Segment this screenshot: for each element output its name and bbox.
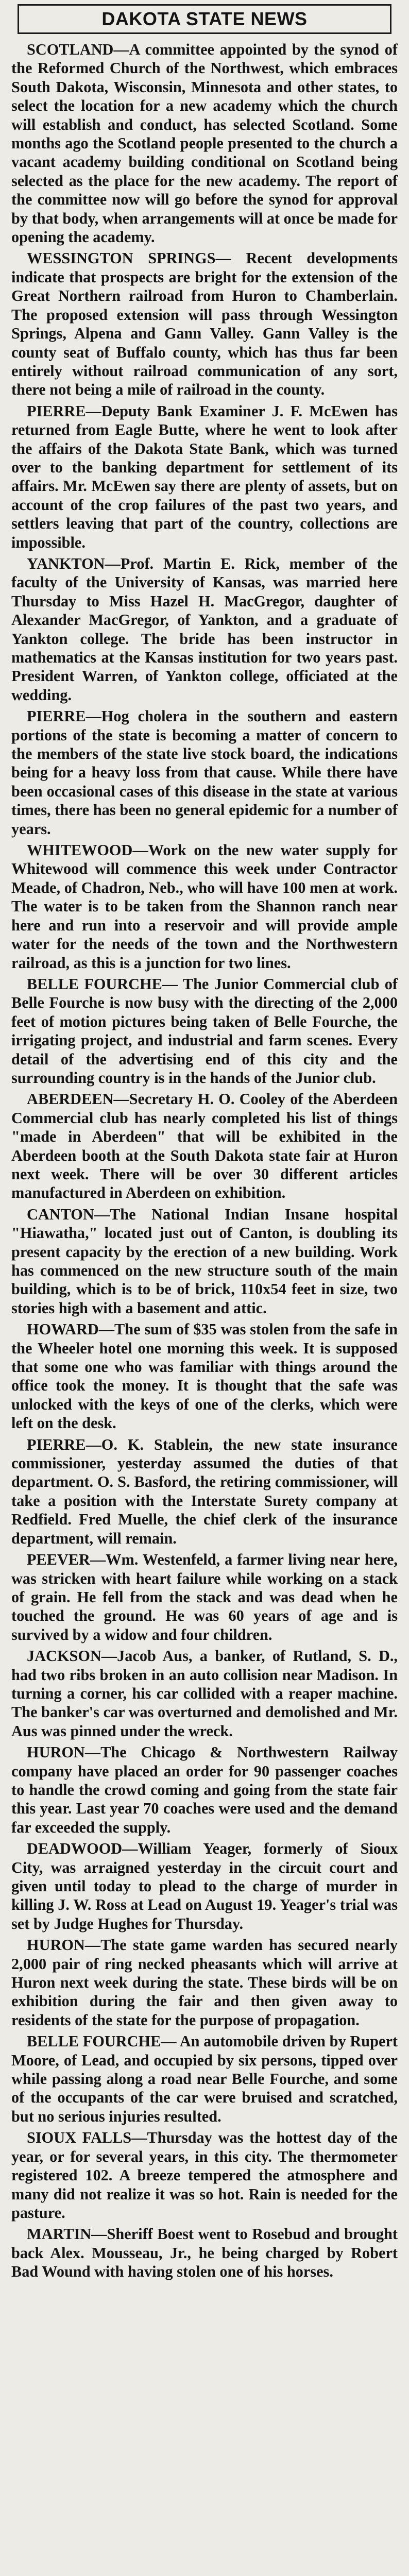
news-dateline: BELLE FOURCHE bbox=[27, 2032, 161, 2050]
news-dateline: YANKTON bbox=[27, 554, 105, 572]
news-dateline: HURON bbox=[27, 1936, 85, 1954]
news-body: —O. K. Stablein, the new state insurance commissioner, yesterday assumed the duties of that department. O. S. Basford, the retiring commissioner, will take a position with the Interstate Surety company at Redfield. Fred Muelle, the chief clerk of the insurance department, will remain. bbox=[11, 1435, 398, 1547]
news-item bbox=[11, 1743, 398, 1837]
news-body: —Hog cholera in the southern and eastern portions of the state is becoming a matter of concern to the members of the state live stock board, the indications being for a heavy loss from that cause. While there have been occasional cases of this disease in the state at various times, there has been no general epidemic for a number of years. bbox=[11, 707, 398, 838]
news-item bbox=[11, 1647, 398, 1740]
news-item bbox=[11, 707, 398, 838]
news-body: —William Yeager, formerly of Sioux City, was arraigned yesterday in the circuit court and given until today to plead to the charge of murder in killing J. W. Ross at Lead on August 19. Yeager's trial was set by Judge Hughes for Thursday. bbox=[11, 1840, 398, 1933]
news-dateline: DEADWOOD bbox=[27, 1840, 123, 1858]
news-dateline: HOWARD bbox=[27, 1320, 99, 1338]
news-dateline: ABERDEEN bbox=[27, 1090, 114, 1108]
news-item bbox=[11, 554, 398, 704]
news-item bbox=[11, 402, 398, 552]
news-item bbox=[11, 40, 398, 246]
news-column bbox=[11, 40, 398, 2281]
news-body: —Work on the new water supply for Whitewood will commence this week under Contractor Meade, of Chadron, Neb., who will have 100 men at work. The water is to be taken from the Shannon ranch near here and run into a reservoir and will provide ample water for the needs of the town and the Northwestern railroad, as this is a junction for two lines. bbox=[11, 841, 398, 972]
masthead bbox=[18, 4, 391, 34]
masthead-title: DAKOTA STATE NEWS bbox=[101, 8, 308, 29]
news-item bbox=[11, 1205, 398, 1317]
news-dateline: PIERRE bbox=[27, 1435, 86, 1453]
news-item bbox=[11, 841, 398, 972]
news-body: —The Chicago & Northwestern Railway company have placed an order for 90 passenger coaches to handle the crowd coming and going from the state fair this year. Last year 70 coaches were used and the demand far exceeded the supply. bbox=[11, 1743, 398, 1836]
news-item bbox=[11, 2128, 398, 2222]
news-dateline: WESSINGTON SPRINGS bbox=[27, 249, 216, 267]
news-item bbox=[11, 1550, 398, 1644]
news-item bbox=[11, 1936, 398, 2029]
news-body: — Recent developments indicate that prospects are bright for the extension of the Great Northern railroad from Huron to Chamberlain. The proposed extension will pass through Wessington Springs, Alpena and Gann Valley. Gann Valley is the county seat of Buffalo county, which has thus far been entirely without railroad communication of any sort, there not being a mile of railroad in the county. bbox=[11, 249, 398, 399]
news-item bbox=[11, 975, 398, 1087]
news-dateline: PIERRE bbox=[27, 402, 86, 420]
news-item bbox=[11, 1320, 398, 1432]
news-body: —Sheriff Boest went to Rosebud and brought back Alex. Mousseau, Jr., he being charged by Robert Bad Wound with having stolen one of his horses. bbox=[11, 2225, 398, 2281]
news-dateline: SIOUX FALLS bbox=[27, 2129, 132, 2147]
news-body: —Wm. Westenfeld, a farmer living near here, was stricken with heart failure while working on a stack of grain. He fell from the stack and was dead when he touched the ground. He was 60 years of age and is survived by a widow and four children. bbox=[11, 1551, 398, 1643]
news-body: —Jacob Aus, a banker, of Rutland, S. D., had two ribs broken in an auto collision near Madison. In turning a corner, his car collided with a reaper machine. The banker's car was overturned and demolished and Mr. Aus was pinned under the wreck. bbox=[11, 1647, 398, 1740]
news-dateline: MARTIN bbox=[27, 2225, 92, 2243]
news-item bbox=[11, 2225, 398, 2281]
news-body: —The National Indian Insane hospital "Hiawatha," located just out of Canton, is doubling its present capacity by the erection of a new building. Work has commenced on the new structure south of the main building, which is to be of brick, 110x54 feet in size, two stories high with a basement and attic. bbox=[11, 1205, 398, 1317]
news-body: —Prof. Martin E. Rick, member of the faculty of the University of Kansas, was married here Thursday to Miss Hazel H. MacGregor, daughter of Alexander MacGregor, of Yankton, and a graduate of Yankton college. The bride has been instructor in mathematics at the Kansas institution for two years past. President Warren, of Yankton college, officiated at the wedding. bbox=[11, 554, 398, 704]
news-item bbox=[11, 2032, 398, 2126]
news-dateline: CANTON bbox=[27, 1205, 94, 1223]
news-dateline: PIERRE bbox=[27, 707, 86, 725]
news-body: —Thursday was the hottest day of the year, or for several years, in this city. The thermometer registered 102. A breeze tempered the atmosphere and many did not realize it was so hot. Rain is needed for the pasture. bbox=[11, 2129, 398, 2222]
news-body: —The state game warden has secured nearly 2,000 pair of ring necked pheasants which will arrive at Huron next week during the state. These birds will be on exhibition during the fair and then given away to residents of the state for the purpose of propagation. bbox=[11, 1936, 398, 2029]
news-item bbox=[11, 249, 398, 399]
news-item bbox=[11, 1090, 398, 1202]
news-body: — An automobile driven by Rupert Moore, of Lead, and occupied by six persons, tipped over while passing along a road near Belle Fourche, and some of the occupants of the car were bruised and scratched, but no serious injuries resulted. bbox=[11, 2032, 398, 2125]
news-body: — The Junior Commercial club of Belle Fourche is now busy with the directing of the 2,000 feet of motion pictures being taken of Belle Fourche, the irrigating project, and industrial and farm scenes. Every detail of the advertising end of this city and the surrounding country is in the hands of the Junior club. bbox=[11, 975, 398, 1087]
news-body: —Deputy Bank Examiner J. F. McEwen has returned from Eagle Butte, where he went to look after the affairs of the Dakota State Bank, which was turned over to the banking department for settlement of its affairs. Mr. McEwen say there are plenty of assets, but on account of the crop failures of the past two years, and settlers leaving that part of the country, collections are impossible. bbox=[11, 402, 398, 551]
news-dateline: BELLE FOURCHE bbox=[27, 975, 162, 993]
news-dateline: PEEVER bbox=[27, 1551, 90, 1569]
news-dateline: WHITEWOOD bbox=[27, 841, 133, 859]
news-dateline: SCOTLAND bbox=[27, 41, 114, 58]
news-dateline: JACKSON bbox=[27, 1647, 101, 1665]
news-body: —The sum of $35 was stolen from the safe in the Wheeler hotel one morning this week. It is supposed that some one who was familiar with things around the office took the money. It is thought that the safe was unlocked with the keys of one of the clerks, which were left on the desk. bbox=[11, 1320, 398, 1432]
news-body: —Secretary H. O. Cooley of the Aberdeen Commercial club has nearly completed his list of things "made in Aberdeen" that will be exhibited in the Aberdeen booth at the South Dakota state fair at Huron next week. There will be over 30 different articles manufactured in Aberdeen on exhibition. bbox=[11, 1090, 398, 1202]
news-item bbox=[11, 1435, 398, 1548]
news-body: —A committee appointed by the synod of the Reformed Church of the Northwest, which embraces South Dakota, Wisconsin, Minnesota and other states, to select the location for a new academy which the church will establish and conduct, has selected Scotland. Some months ago the Scotland people presented to the church a vacant academy building conditional on Scotland being selected as the place for the new academy. The report of the committee now will go before the synod for approval by that body, when arrangements will at once be made for opening the academy. bbox=[11, 41, 398, 246]
news-item bbox=[11, 1839, 398, 1933]
news-dateline: HURON bbox=[27, 1743, 85, 1761]
